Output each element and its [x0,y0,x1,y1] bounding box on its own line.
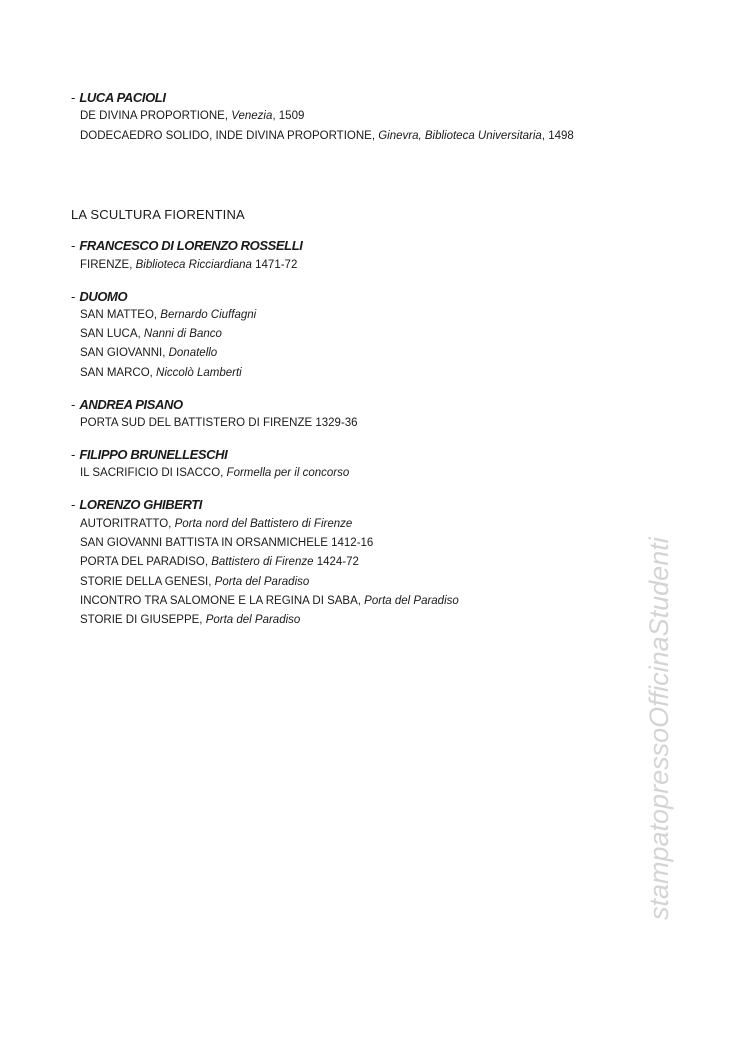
entry-line: FIRENZE, Biblioteca Ricciardiana 1471-72 [80,259,298,271]
entry-name: ANDREA PISANO [79,397,183,412]
entry-line: PORTA SUD DEL BATTISTERO DI FIRENZE 1329-36 [80,417,358,429]
entry-dash: - [71,289,76,304]
entry-heading [71,497,202,512]
entry-name: LORENZO GHIBERTI [79,497,202,512]
entry-dash: - [71,238,76,253]
entry-dash: - [71,397,76,412]
entry-name: LUCA PACIOLI [79,90,166,105]
entry-line: INCONTRO TRA SALOMONE E LA REGINA DI SABA, Porta del Paradiso [80,595,459,607]
entry-heading [71,447,227,462]
entry-line: STORIE DELLA GENESI, Porta del Paradiso [80,576,310,588]
entry-line: SAN MATTEO, Bernardo Ciuffagni [80,309,257,321]
entry-line: STORIE DI GIUSEPPE, Porta del Paradiso [80,614,301,626]
entry-line: DE DIVINA PROPORTIONE, Venezia, 1509 [80,110,305,122]
section-title: LA SCULTURA FIORENTINA [71,207,245,222]
entry-line: DODECAEDRO SOLIDO, INDE DIVINA PROPORTIONE, Ginevra, Biblioteca Universitaria, 1498 [80,130,574,142]
entry-line: SAN MARCO, Niccolò Lamberti [80,367,242,379]
entry-line: SAN GIOVANNI, Donatello [80,347,218,359]
entry-name: FILIPPO BRUNELLESCHI [79,447,228,462]
entry-dash: - [71,90,76,105]
entry-line: PORTA DEL PARADISO, Battistero di Firenze 1424-72 [80,556,359,568]
entry-heading [71,289,127,304]
entry-line: AUTORITRATTO, Porta nord del Battistero di Firenze [80,518,353,530]
entry-dash: - [71,447,76,462]
entry-line: SAN GIOVANNI BATTISTA IN ORSANMICHELE 1412-16 [80,537,374,549]
entry-line: IL SACRIFICIO DI ISACCO, Formella per il concorso [80,467,350,479]
watermark-text: stampatopressoOfficinaStudenti [644,537,674,920]
entry-heading [71,397,183,412]
entry-heading [71,90,166,105]
entry-heading [71,238,302,253]
entry-dash: - [71,497,76,512]
entry-line: SAN LUCA, Nanni di Banco [80,328,222,340]
entry-name: DUOMO [79,289,128,304]
entry-name: FRANCESCO DI LORENZO ROSSELLI [79,238,303,253]
